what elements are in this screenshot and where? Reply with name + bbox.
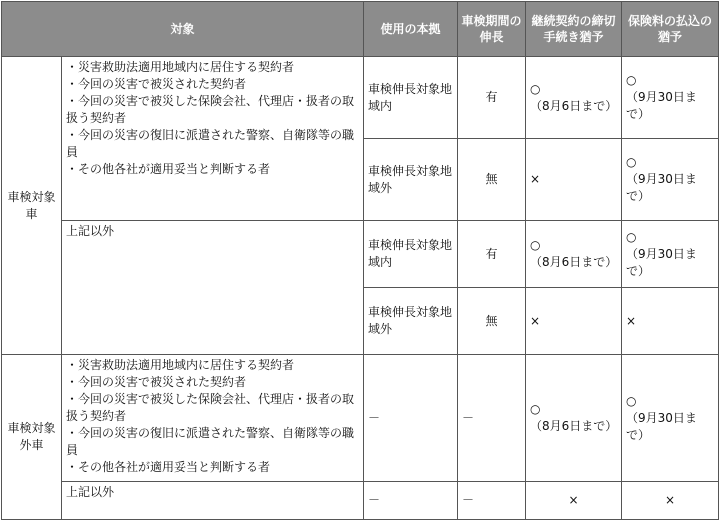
group-label-not-inspected: 車検対象外車 — [2, 355, 62, 520]
other-label: 上記以外 — [62, 221, 364, 355]
extension-cell: － — [458, 355, 526, 482]
deadline-text: （9月30日まで） — [626, 90, 697, 121]
payment-cell — [622, 355, 719, 482]
group-label-inspected: 車検対象車 — [2, 57, 62, 355]
condition-list — [62, 57, 364, 221]
payment-cell: × — [622, 482, 719, 520]
base-cell: 車検伸長対象地域外 — [364, 139, 458, 221]
base-cell: － — [364, 355, 458, 482]
circle-mark: ○ — [626, 229, 637, 244]
extension-cell: － — [458, 482, 526, 520]
condition-list — [62, 355, 364, 482]
base-cell: 車検伸長対象地域内 — [364, 221, 458, 288]
deadline-text: （8月6日まで） — [530, 419, 618, 433]
other-label: 上記以外 — [62, 482, 364, 520]
table-row — [2, 482, 719, 520]
extension-cell: 無 — [458, 288, 526, 355]
renewal-cell: × — [526, 482, 622, 520]
header-row — [2, 2, 719, 57]
table-row — [2, 221, 719, 288]
renewal-cell — [526, 221, 622, 288]
condition-item: ・今回の災害で被災された契約者 — [66, 375, 247, 389]
condition-item: ・災害救助法適用地域内に居住する契約者 — [66, 358, 295, 372]
header-payment-grace: 保険料の払込の猶予 — [622, 2, 719, 57]
circle-mark: ○ — [530, 402, 541, 416]
condition-item: ・今回の災害の復旧に派遣された警察、自衛隊等の職員 — [66, 128, 355, 159]
payment-cell — [622, 221, 719, 288]
payment-cell: × — [622, 288, 719, 355]
circle-mark: ○ — [626, 393, 637, 408]
extension-cell: 有 — [458, 57, 526, 139]
base-cell: 車検伸長対象地域内 — [364, 57, 458, 139]
circle-mark: ○ — [626, 73, 637, 87]
deadline-text: （9月30日まで） — [626, 246, 697, 278]
extension-cell: 無 — [458, 139, 526, 221]
payment-cell — [622, 57, 719, 139]
grace-measures-table — [1, 1, 719, 520]
header-base: 使用の本拠 — [364, 2, 458, 57]
circle-mark: ○ — [626, 155, 637, 169]
circle-mark: ○ — [530, 238, 541, 252]
condition-item: ・今回の災害で被災された契約者 — [66, 77, 247, 91]
circle-mark: ○ — [530, 81, 541, 96]
deadline-text: （9月30日まで） — [626, 410, 697, 442]
condition-item: ・災害救助法適用地域内に居住する契約者 — [66, 60, 295, 74]
base-cell: － — [364, 482, 458, 520]
condition-item: ・今回の災害で被災した保険会社、代理店・扱者の取扱う契約者 — [66, 392, 355, 423]
table-row — [2, 57, 719, 139]
condition-item: ・今回の災害で被災した保険会社、代理店・扱者の取扱う契約者 — [66, 94, 355, 125]
renewal-cell — [526, 57, 622, 139]
condition-item: ・その他各社が適用妥当と判断する者 — [66, 162, 271, 176]
condition-item: ・その他各社が適用妥当と判断する者 — [66, 460, 271, 474]
header-target: 対象 — [2, 2, 364, 57]
payment-cell — [622, 139, 719, 221]
renewal-cell: × — [526, 139, 622, 221]
deadline-text: （8月6日まで） — [530, 255, 618, 269]
header-extension: 車検期間の伸長 — [458, 2, 526, 57]
deadline-text: （8月6日まで） — [530, 98, 618, 113]
base-cell: 車検伸長対象地域外 — [364, 288, 458, 355]
condition-item: ・今回の災害の復旧に派遣された警察、自衛隊等の職員 — [66, 426, 355, 457]
header-renewal-grace: 継続契約の締切手続き猶予 — [526, 2, 622, 57]
extension-cell: 有 — [458, 221, 526, 288]
renewal-cell — [526, 355, 622, 482]
deadline-text: （9月30日まで） — [626, 172, 697, 203]
table-row — [2, 355, 719, 482]
renewal-cell: × — [526, 288, 622, 355]
